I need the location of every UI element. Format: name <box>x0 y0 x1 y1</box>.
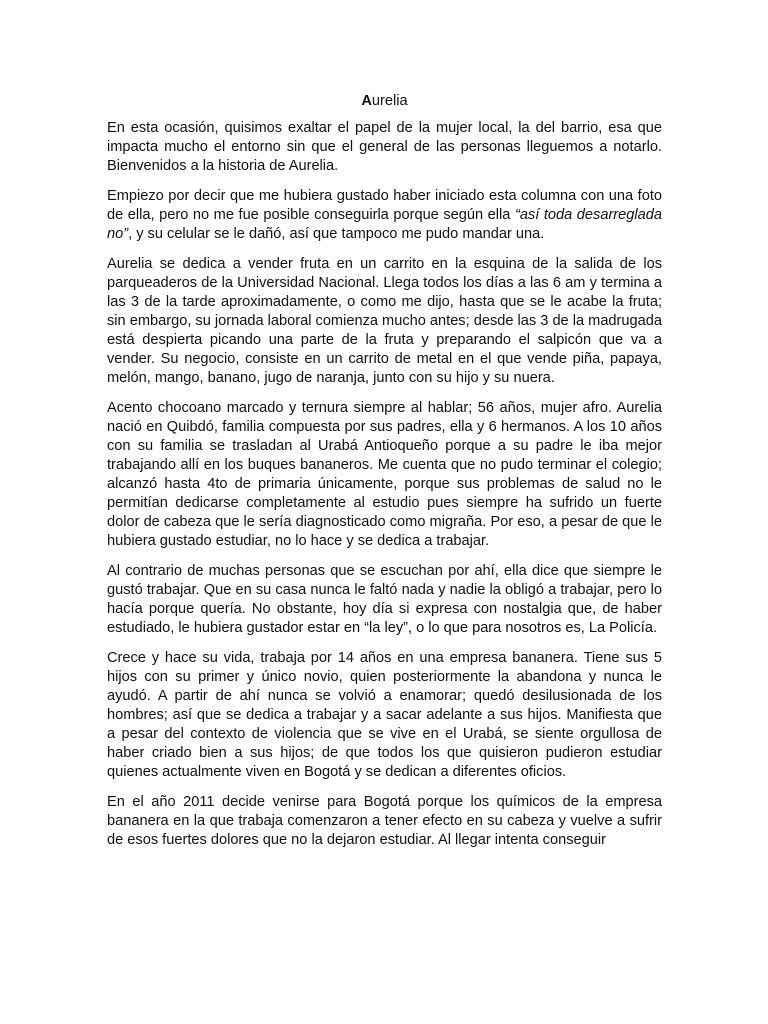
title-first-letter: A <box>361 93 372 109</box>
paragraph-business: Aurelia se dedica a vender fruta en un carrito en la esquina de la salida de los parqueaderos de la Universidad Nacional. Llega todos los días a las 6 am y termina a las 3 de la tarde aproximadamente, o como me dijo, hasta que se le acabe la fruta; sin embargo, su jornada laboral comienza mucho antes; desde las 3 de la madrugada está despierta picando una parte de la fruta y preparando el salpicón que va a vender. Su negocio, consiste en un carrito de metal en el que vende piña, papaya, melón, mango, banano, jugo de naranja, junto con su hijo y su nuera. <box>107 256 662 386</box>
paragraph-intro: En esta ocasión, quisimos exaltar el papel de la mujer local, la del barrio, esa que impacta mucho el entorno sin que el general de las personas lleguemos a notarlo. Bienvenidos a la historia de Aurelia. <box>107 120 662 174</box>
paragraph-photo <box>107 187 662 244</box>
paragraph-family: Crece y hace su vida, trabaja por 14 años en una empresa bananera. Tiene sus 5 hijos con su primer y único novio, quien posteriormente la abandona y nunca le ayudó. A partir de ahí nunca se volvió a enamorar; quedó desilusionada de los hombres; así que se dedica a trabajar y a sacar adelante a sus hijos. Manifiesta que a pesar del contexto de violencia que se vive en el Urabá, se siente orgullosa de haber criado bien a sus hijos; de que todos los que quisieron pudieron estudiar quienes actualmente viven en Bogotá y se dedican a diferentes oficios. <box>107 650 662 780</box>
paragraph-origin: Acento chocoano marcado y ternura siempre al hablar; 56 años, mujer afro. Aurelia nació en Quibdó, familia compuesta por sus padres, ella y 6 hermanos. A los 10 años con su familia se trasladan al Urabá Antioqueño porque a su padre le iba mejor trabajando allí en los buques bananeros. Me cuenta que no pudo terminar el colegio; alcanzó hasta 4to de primaria únicamente, porque sus problemas de salud no le permitían dedicarse completamente al estudio pues siempre ha sufrido un fuerte dolor de cabeza que le sería diagnosticado como migraña. Por eso, a pesar de que le hubiera gustado estudiar, no lo hace y se dedica a trabajar. <box>107 400 662 549</box>
paragraph-bogota: En el año 2011 decide venirse para Bogotá porque los químicos de la empresa bananera en la que trabaja comenzaron a tener efecto en su cabeza y vuelve a sufrir de esos fuertes dolores que no la dejaron estudiar. Al llegar intenta conseguir <box>107 794 662 848</box>
paragraph-photo-before: Empiezo por decir que me hubiera gustado haber iniciado esta columna con una foto de ella, pero no me fue posible conseguirla porque según ella <box>107 188 662 223</box>
paragraph-photo-after: , y su celular se le dañó, así que tampoco me pudo mandar una. <box>128 226 545 242</box>
paragraph-work: Al contrario de muchas personas que se escuchan por ahí, ella dice que siempre le gustó trabajar. Que en su casa nunca le faltó nada y nadie la obligó a trabajar, pero lo hacía porque quería. No obstante, hoy día si expresa con nostalgia que, de haber estudiado, le hubiera gustador estar en “la ley”, o lo que para nosotros es, La Policía. <box>107 563 662 636</box>
title-rest: urelia <box>371 93 408 109</box>
paragraph-photo-quote: “así toda desarreglada no” <box>107 207 662 242</box>
document-title <box>107 92 662 110</box>
